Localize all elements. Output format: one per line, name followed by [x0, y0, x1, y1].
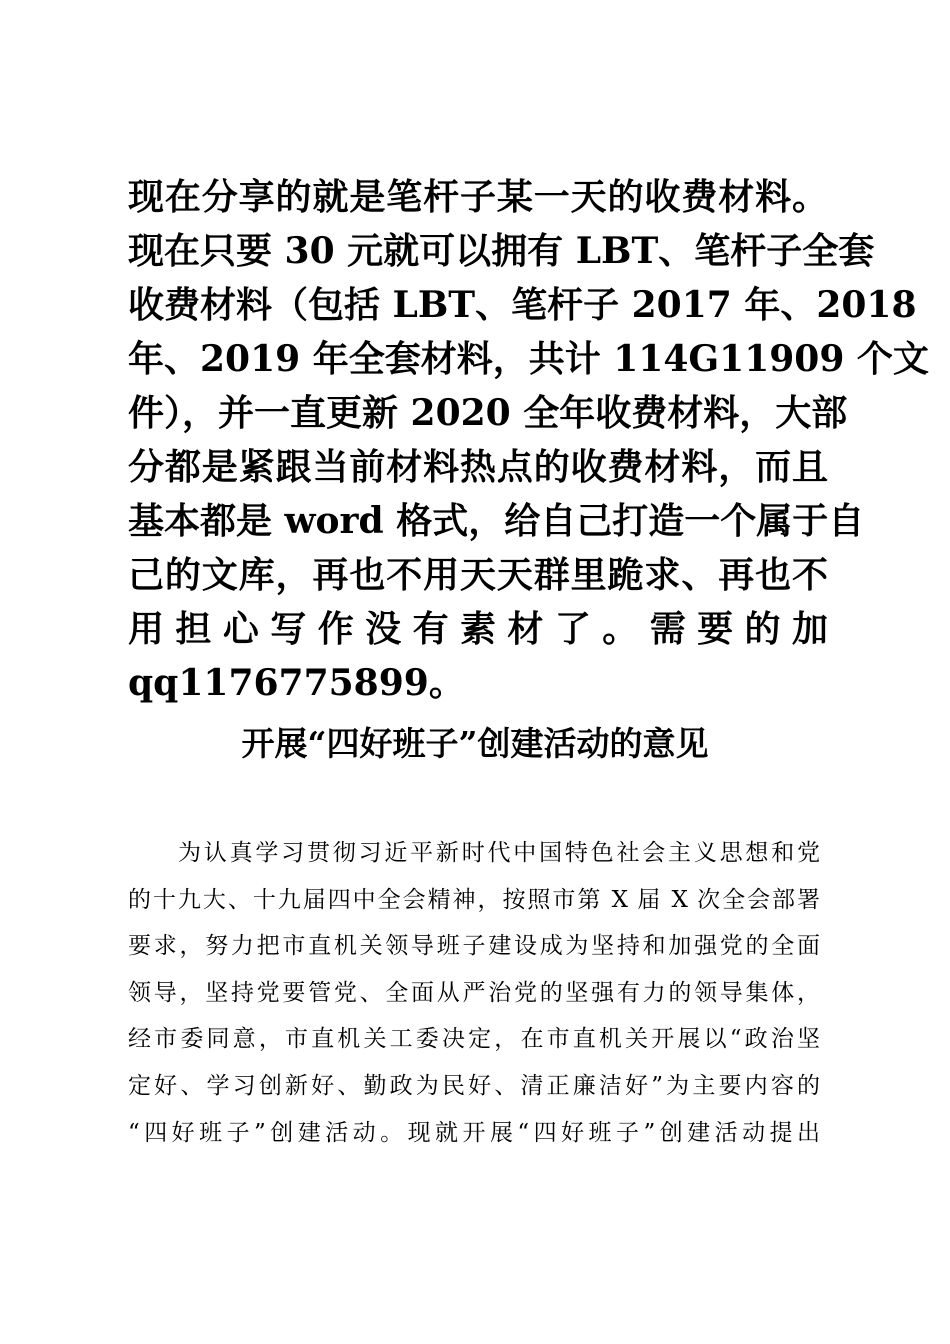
- body-line: 要求，努力把市直机关领导班子建设成为坚持和加强党的全面: [128, 933, 820, 960]
- advert-line: 收费材料（包括 LBT、笔杆子 2017 年、2018: [128, 284, 917, 326]
- body-line: 的十九大、十九届四中全会精神，按照市第 X 届 X 次全会部署: [128, 886, 820, 913]
- advert-paragraph: [128, 170, 929, 710]
- advert-line: 件），并一直更新 2020 全年收费材料，大部: [128, 392, 848, 434]
- advert-line: 用担心写作没有素材了。需要的加: [128, 608, 828, 650]
- advert-line: 现在分享的就是笔杆子某一天的收费材料。: [128, 176, 828, 218]
- document-title: 开展“四好班子”创建活动的意见: [241, 724, 709, 763]
- body-paragraph: [128, 830, 820, 1156]
- body-line: “四好班子”创建活动。现就开展“四好班子”创建活动提出: [128, 1119, 820, 1146]
- advert-line: 己的文库，再也不用天天群里跪求、再也不: [128, 554, 828, 596]
- advert-line: 基本都是 word 格式，给自己打造一个属于自: [128, 500, 865, 542]
- advert-line: 分都是紧跟当前材料热点的收费材料，而且: [128, 446, 828, 488]
- body-line: 领导，坚持党要管党、全面从严治党的坚强有力的领导集体，: [128, 979, 820, 1006]
- advert-line: qq1176775899。: [128, 662, 465, 704]
- advert-line: 年、2019 年全套材料，共计 114G11909 个文: [128, 338, 929, 380]
- body-line: 定好、学习创新好、勤政为民好、清正廉洁好”为主要内容的: [128, 1072, 820, 1099]
- advert-line: 现在只要 30 元就可以拥有 LBT、笔杆子全套: [128, 230, 875, 272]
- body-line: 为认真学习贯彻习近平新时代中国特色社会主义思想和党: [178, 840, 820, 866]
- body-line: 经市委同意，市直机关工委决定，在市直机关开展以“政治坚: [128, 1026, 820, 1053]
